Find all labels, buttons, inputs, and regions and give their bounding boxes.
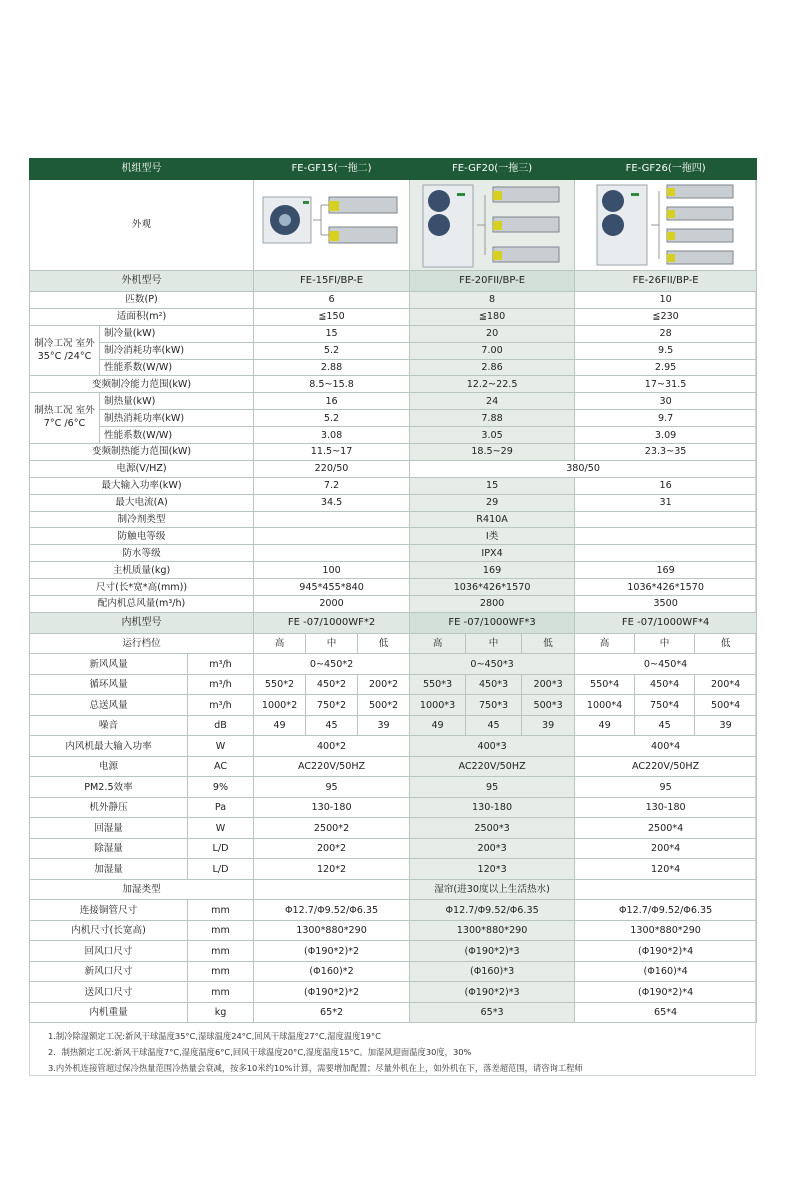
- cell: 1300*880*290: [575, 920, 757, 941]
- row-label: 电源(V/HZ): [30, 460, 254, 477]
- table-row: [30, 494, 757, 511]
- table-row: [30, 982, 757, 1003]
- cell: [575, 879, 757, 900]
- gear-low: 低: [358, 633, 410, 653]
- table-row: [30, 900, 757, 921]
- cell: 400*3: [410, 736, 575, 757]
- cell: 0~450*3: [410, 654, 575, 675]
- table-row: [30, 427, 757, 444]
- cell: 120*3: [410, 859, 575, 880]
- cell: 200*3: [522, 674, 575, 695]
- table-row: [30, 838, 757, 859]
- cell: [575, 528, 757, 545]
- cell: 5.2: [254, 410, 410, 427]
- cell: [254, 511, 410, 528]
- cell: 7.00: [410, 342, 575, 359]
- cell: 500*2: [358, 695, 410, 716]
- row-label: 匹数(P): [30, 292, 254, 309]
- table-row: [30, 777, 757, 798]
- cell: [575, 545, 757, 562]
- cell: 95: [254, 777, 410, 798]
- cell: 39: [358, 715, 410, 736]
- cell: 9.7: [575, 410, 757, 427]
- table-row: [30, 756, 757, 777]
- gear-low: 低: [522, 633, 575, 653]
- row-label: PM2.5效率: [30, 777, 188, 798]
- cell: ≦180: [410, 308, 575, 325]
- cell: 31: [575, 494, 757, 511]
- unit: m³/h: [188, 674, 254, 695]
- header-model-label: 机组型号: [30, 159, 254, 180]
- outdoor-model-3: FE-26FII/BP-E: [575, 271, 757, 292]
- cell: 49: [410, 715, 466, 736]
- unit: W: [188, 818, 254, 839]
- cell: 15: [254, 325, 410, 342]
- cell: 120*2: [254, 859, 410, 880]
- cell: 95: [575, 777, 757, 798]
- table-row: [30, 511, 757, 528]
- cell: Φ12.7/Φ9.52/Φ6.35: [410, 900, 575, 921]
- table-row: [30, 444, 757, 461]
- cell: 550*2: [254, 674, 306, 695]
- cell: 200*2: [358, 674, 410, 695]
- gear-mid: 中: [306, 633, 358, 653]
- cell: 7.2: [254, 477, 410, 494]
- row-label: 最大输入功率(kW): [30, 477, 254, 494]
- cell: 17~31.5: [575, 376, 757, 393]
- row-label: 制热量(kW): [100, 393, 254, 410]
- table-row: [30, 596, 757, 613]
- cell: 9.5: [575, 342, 757, 359]
- cell: 200*4: [695, 674, 757, 695]
- cell: 1300*880*290: [254, 920, 410, 941]
- cell: 400*4: [575, 736, 757, 757]
- table-row: [30, 941, 757, 962]
- row-label: 制冷量(kW): [100, 325, 254, 342]
- cell: Φ12.7/Φ9.52/Φ6.35: [575, 900, 757, 921]
- cell: 750*3: [466, 695, 522, 716]
- cell: 95: [410, 777, 575, 798]
- unit: 9%: [188, 777, 254, 798]
- row-label: 机外静压: [30, 797, 188, 818]
- table-row: [30, 654, 757, 675]
- table-row: [30, 579, 757, 596]
- cell: 0~450*2: [254, 654, 410, 675]
- heating-group-label: 制热工况 室外7°C /6°C: [30, 393, 100, 444]
- unit: Pa: [188, 797, 254, 818]
- table-row: [30, 562, 757, 579]
- outdoor-model-2: FE-20FII/BP-E: [410, 271, 575, 292]
- cell: 400*2: [254, 736, 410, 757]
- cell: 23.3~35: [575, 444, 757, 461]
- cell: 16: [254, 393, 410, 410]
- row-label: 性能系数(W/W): [100, 359, 254, 376]
- cell: [254, 528, 410, 545]
- cell: 200*3: [410, 838, 575, 859]
- unit: m³/h: [188, 654, 254, 675]
- cell: IPX4: [410, 545, 575, 562]
- product-1-illustration: [257, 183, 407, 267]
- cell: 65*4: [575, 1002, 757, 1023]
- gear-mid: 中: [635, 633, 695, 653]
- table-row: [30, 818, 757, 839]
- cell: (Φ190*2)*3: [410, 982, 575, 1003]
- indoor-model-1: FE -07/1000WF*2: [254, 612, 410, 633]
- cell: (Φ160)*2: [254, 961, 410, 982]
- table-row: [30, 715, 757, 736]
- gear-high: 高: [254, 633, 306, 653]
- unit: L/D: [188, 859, 254, 880]
- cell: (Φ190*2)*3: [410, 941, 575, 962]
- table-row: [30, 460, 757, 477]
- product-2-illustration: [417, 181, 567, 269]
- cell: (Φ190*2)*2: [254, 982, 410, 1003]
- cell: 130-180: [410, 797, 575, 818]
- unit: L/D: [188, 838, 254, 859]
- appearance-label: 外观: [30, 180, 254, 271]
- cell: 28: [575, 325, 757, 342]
- cell: 5.2: [254, 342, 410, 359]
- cell: Φ12.7/Φ9.52/Φ6.35: [254, 900, 410, 921]
- row-label: 电源: [30, 756, 188, 777]
- header-model-1: FE-GF15(一拖二): [254, 159, 410, 180]
- cell: (Φ190*2)*2: [254, 941, 410, 962]
- table-row: [30, 359, 757, 376]
- table-row: [30, 308, 757, 325]
- row-label: 尺寸(长*宽*高(mm)): [30, 579, 254, 596]
- cell: 39: [695, 715, 757, 736]
- cell: [254, 545, 410, 562]
- cell: 3.09: [575, 427, 757, 444]
- row-label: 新风风量: [30, 654, 188, 675]
- unit: AC: [188, 756, 254, 777]
- row-label: 新风口尺寸: [30, 961, 188, 982]
- table-row: [30, 961, 757, 982]
- cell: 750*4: [635, 695, 695, 716]
- cell: 100: [254, 562, 410, 579]
- cell: 130-180: [575, 797, 757, 818]
- row-label: 适面积(m²): [30, 308, 254, 325]
- header-model-3: FE-GF26(一拖四): [575, 159, 757, 180]
- cell: 3.05: [410, 427, 575, 444]
- cell: 1000*2: [254, 695, 306, 716]
- cell: AC220V/50HZ: [575, 756, 757, 777]
- row-label: 加湿量: [30, 859, 188, 880]
- unit: mm: [188, 982, 254, 1003]
- cell: 550*3: [410, 674, 466, 695]
- cell: 169: [410, 562, 575, 579]
- cell: AC220V/50HZ: [254, 756, 410, 777]
- gear-mid: 中: [466, 633, 522, 653]
- cell: 20: [410, 325, 575, 342]
- row-label: 配内机总风量(m³/h): [30, 596, 254, 613]
- table-row: [30, 879, 757, 900]
- cell: 500*3: [522, 695, 575, 716]
- cell: ≦150: [254, 308, 410, 325]
- cell: 450*3: [466, 674, 522, 695]
- cell: 200*4: [575, 838, 757, 859]
- row-label: 变频制热能力范围(kW): [30, 444, 254, 461]
- table-row: [30, 325, 757, 342]
- row-label: 防水等级: [30, 545, 254, 562]
- cell: 1000*4: [575, 695, 635, 716]
- unit: mm: [188, 920, 254, 941]
- cell: 750*2: [306, 695, 358, 716]
- row-label: 噪音: [30, 715, 188, 736]
- unit: mm: [188, 961, 254, 982]
- row-label: 内风机最大输入功率: [30, 736, 188, 757]
- indoor-model-row: [30, 612, 757, 633]
- cell: 30: [575, 393, 757, 410]
- cell: 39: [522, 715, 575, 736]
- cell: 120*4: [575, 859, 757, 880]
- row-label: 性能系数(W/W): [100, 427, 254, 444]
- cell: (Φ190*2)*4: [575, 982, 757, 1003]
- cell: 12.2~22.5: [410, 376, 575, 393]
- cell: 49: [575, 715, 635, 736]
- unit: m³/h: [188, 695, 254, 716]
- cell: (Φ190*2)*4: [575, 941, 757, 962]
- cell: [254, 879, 410, 900]
- cell: 2.88: [254, 359, 410, 376]
- table-row: [30, 545, 757, 562]
- footnotes: [48, 1028, 748, 1076]
- gear-high: 高: [410, 633, 466, 653]
- row-label: 除湿量: [30, 838, 188, 859]
- product-3-illustration: [591, 181, 741, 269]
- cell: 945*455*840: [254, 579, 410, 596]
- cell: ≦230: [575, 308, 757, 325]
- cooling-group-label: 制冷工况 室外35°C /24°C: [30, 325, 100, 376]
- indoor-model-label: 内机型号: [30, 612, 254, 633]
- table-row: [30, 920, 757, 941]
- row-label: 连接铜管尺寸: [30, 900, 188, 921]
- cell: 1300*880*290: [410, 920, 575, 941]
- outdoor-model-label: 外机型号: [30, 271, 254, 292]
- table-row: [30, 695, 757, 716]
- cell: 3.08: [254, 427, 410, 444]
- cell: 45: [635, 715, 695, 736]
- cell: 2500*4: [575, 818, 757, 839]
- header-model-2: FE-GF20(一拖三): [410, 159, 575, 180]
- row-label: 内机尺寸(长宽高): [30, 920, 188, 941]
- cell: 15: [410, 477, 575, 494]
- row-label: 制热消耗功率(kW): [100, 410, 254, 427]
- row-label: 主机质量(kg): [30, 562, 254, 579]
- cell: 10: [575, 292, 757, 309]
- cell: 65*2: [254, 1002, 410, 1023]
- row-label: 循环风量: [30, 674, 188, 695]
- row-label: 防触电等级: [30, 528, 254, 545]
- gear-high: 高: [575, 633, 635, 653]
- table-row: [30, 393, 757, 410]
- table-row: [30, 797, 757, 818]
- gear-row: [30, 633, 757, 653]
- cell: 8.5~15.8: [254, 376, 410, 393]
- row-label: 变频制冷能力范围(kW): [30, 376, 254, 393]
- spec-table: [29, 158, 757, 1023]
- cell: 550*4: [575, 674, 635, 695]
- cell: 169: [575, 562, 757, 579]
- row-label: 内机重量: [30, 1002, 188, 1023]
- table-row: [30, 376, 757, 393]
- gear-low: 低: [695, 633, 757, 653]
- row-label: 制冷消耗功率(kW): [100, 342, 254, 359]
- row-label: 回湿量: [30, 818, 188, 839]
- cell: 500*4: [695, 695, 757, 716]
- outdoor-model-row: [30, 271, 757, 292]
- cell: (Φ160)*4: [575, 961, 757, 982]
- row-label: 送风口尺寸: [30, 982, 188, 1003]
- cell: 18.5~29: [410, 444, 575, 461]
- row-label: 最大电流(A): [30, 494, 254, 511]
- cell: 2500*2: [254, 818, 410, 839]
- cell: 1000*3: [410, 695, 466, 716]
- cell: I类: [410, 528, 575, 545]
- table-row: [30, 342, 757, 359]
- cell: 2500*3: [410, 818, 575, 839]
- table-row: [30, 477, 757, 494]
- header-row: [30, 159, 757, 180]
- table-row: [30, 410, 757, 427]
- cell: 45: [306, 715, 358, 736]
- indoor-model-3: FE -07/1000WF*4: [575, 612, 757, 633]
- cell: 220/50: [254, 460, 410, 477]
- unit: mm: [188, 941, 254, 962]
- product-image-2: [410, 180, 575, 271]
- cell: 450*2: [306, 674, 358, 695]
- outdoor-model-1: FE-15FI/BP-E: [254, 271, 410, 292]
- cell: R410A: [410, 511, 575, 528]
- cell: 130-180: [254, 797, 410, 818]
- row-label: 总送风量: [30, 695, 188, 716]
- cell: 1036*426*1570: [575, 579, 757, 596]
- table-row: [30, 292, 757, 309]
- cell: 45: [466, 715, 522, 736]
- cell: 380/50: [410, 460, 757, 477]
- footnote-2: 2．制热额定工况:新风干球温度7°C,湿度温度6°C,回风干球温度20°C,湿度温度15°C。加湿风迎面温度30度，30%: [48, 1047, 472, 1057]
- cell: 2800: [410, 596, 575, 613]
- cell: 2000: [254, 596, 410, 613]
- unit: W: [188, 736, 254, 757]
- indoor-model-2: FE -07/1000WF*3: [410, 612, 575, 633]
- cell: 0~450*4: [575, 654, 757, 675]
- cell: 11.5~17: [254, 444, 410, 461]
- unit: mm: [188, 900, 254, 921]
- table-row: [30, 1002, 757, 1023]
- cell: 6: [254, 292, 410, 309]
- footnote-3: 3.内外机连接管超过保冷热量范围冷热量会衰减，按多10米约10%计算，需要增加配置；尽量外机在上，如外机在下，落差超范围，请咨询工程师: [48, 1063, 583, 1073]
- cell: [575, 511, 757, 528]
- row-label: 制冷剂类型: [30, 511, 254, 528]
- cell: 450*4: [635, 674, 695, 695]
- cell: 1036*426*1570: [410, 579, 575, 596]
- appearance-row: [30, 180, 757, 271]
- table-row: [30, 736, 757, 757]
- table-row: [30, 674, 757, 695]
- product-image-1: [254, 180, 410, 271]
- cell: 34.5: [254, 494, 410, 511]
- footnote-1: 1.制冷除湿额定工况:新风干球温度35°C,湿球温度24°C,回风干球温度27°C,湿度温度19°C: [48, 1031, 381, 1041]
- cell: 29: [410, 494, 575, 511]
- cell: AC220V/50HZ: [410, 756, 575, 777]
- cell: 49: [254, 715, 306, 736]
- unit: dB: [188, 715, 254, 736]
- table-row: [30, 859, 757, 880]
- cell: (Φ160)*3: [410, 961, 575, 982]
- unit: kg: [188, 1002, 254, 1023]
- row-label: 加湿类型: [30, 879, 254, 900]
- table-row: [30, 528, 757, 545]
- cell: 2.86: [410, 359, 575, 376]
- cell: 200*2: [254, 838, 410, 859]
- cell: 65*3: [410, 1002, 575, 1023]
- cell: 16: [575, 477, 757, 494]
- cell: 7.88: [410, 410, 575, 427]
- cell: 8: [410, 292, 575, 309]
- cell: 湿帘(进30度以上生活热水): [410, 879, 575, 900]
- product-image-3: [575, 180, 757, 271]
- row-label: 回风口尺寸: [30, 941, 188, 962]
- cell: 3500: [575, 596, 757, 613]
- cell: 2.95: [575, 359, 757, 376]
- cell: 24: [410, 393, 575, 410]
- row-label: 运行档位: [30, 633, 254, 653]
